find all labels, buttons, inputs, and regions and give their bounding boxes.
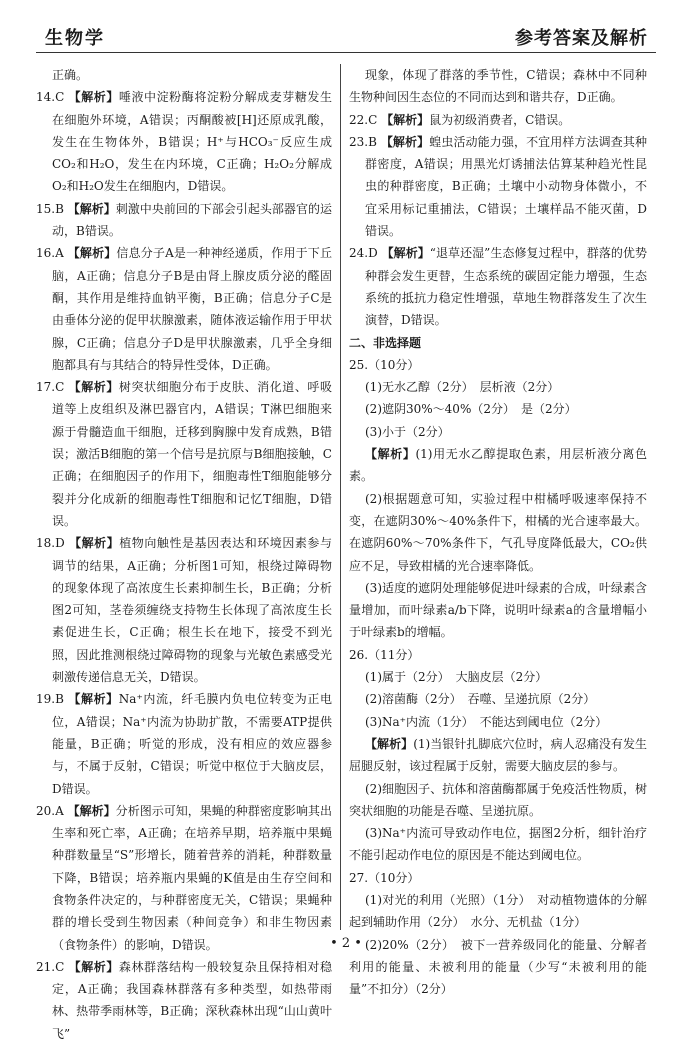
paragraph-text: (1)无水乙醇（2分） 层析液（2分） — [365, 380, 560, 395]
paragraph-text: (3)Na⁺内流（1分） 不能达到阈电位（2分） — [365, 714, 608, 729]
paragraph-text: (1)属于（2分） 大脑皮层（2分） — [365, 670, 548, 685]
left-paragraph — [36, 242, 332, 376]
left-paragraph — [36, 198, 332, 243]
section-title: 参考答案及解析 — [515, 28, 648, 49]
question-number: 23.B — [349, 134, 377, 149]
left-paragraph — [36, 800, 332, 956]
left-paragraph — [36, 956, 332, 1045]
paragraph-text: 刺激中央前回的下部会引起头部器官的运动，B错误。 — [52, 201, 332, 239]
right-column — [349, 64, 647, 1000]
right-paragraph — [349, 577, 647, 644]
question-number: 16.A — [36, 246, 64, 261]
left-paragraph — [36, 532, 332, 688]
left-paragraph — [36, 688, 332, 799]
paragraph-text: 鼠为初级消费者，C错误。 — [429, 112, 571, 127]
right-paragraph — [349, 822, 647, 867]
left-paragraph — [36, 64, 332, 86]
analysis-tag: 【解析】 — [67, 246, 117, 261]
right-paragraph — [349, 376, 647, 398]
analysis-tag: 【解析】 — [68, 692, 119, 707]
paragraph-text: 蝗虫活动能力强，不宜用样方法调查其种群密度，A错误；用黑光灯诱捕法估算某种趋光性昆虫的种群密度，B正确；土壤中小动物身体微小，不宜采用标记重捕法，C错误；土壤样品不能灭菌，D错误。 — [365, 134, 647, 239]
right-paragraph — [349, 131, 647, 242]
left-column — [36, 64, 332, 1045]
subject-title: 生物学 — [45, 28, 105, 49]
analysis-tag: 【解析】 — [69, 536, 120, 551]
right-paragraph — [349, 332, 647, 354]
right-paragraph — [349, 733, 647, 778]
question-number: 17.C — [36, 380, 65, 395]
analysis-tag: 【解析】 — [68, 90, 119, 105]
analysis-tag: 【解析】 — [67, 201, 116, 216]
question-number: 14.C — [36, 90, 65, 105]
page-header — [0, 0, 692, 56]
question-number: 15.B — [36, 201, 64, 216]
analysis-tag: 【解析】 — [381, 246, 430, 261]
analysis-tag: 【解析】 — [68, 380, 119, 395]
right-paragraph — [349, 778, 647, 823]
paragraph-text: 森林群落结构一般较复杂且保持相对稳定，A正确；我国森林群落有多种类型，如热带雨林、热带季雨林等，B正确；深秋森林出现“山山黄叶飞” — [52, 959, 332, 1041]
paragraph-text: 植物向触性是基因表达和环境因素参与调节的结果，A正确；分析图1可知，根绕过障碍物的现象体现了高浓度生长素抑制生长，B正确；分析图2可知，茎卷须缠绕支持物生长体现了高浓度生长素促进生长，C正确；根生长在地下，接受不到光照，因此推测根绕过障碍物的现象与光敏色素感受光刺激传递信息无关，D错误。 — [52, 536, 332, 685]
question-number: 22.C — [349, 112, 378, 127]
paragraph-text: “退草还湿”生态修复过程中，群落的优势种群会发生更替，生态系统的碳固定能力增强，生态系统的抵抗力稳定性增强，草地生物群落发生了次生演替，D错误。 — [365, 246, 647, 328]
paragraph-text: (2)溶菌酶（2分） 吞噬、呈递抗原（2分） — [365, 692, 596, 707]
question-number: 20.A — [36, 803, 64, 818]
right-paragraph — [349, 711, 647, 733]
paragraph-text: 信息分子A是一种神经递质，作用于下丘脑，A正确；信息分子B是由肾上腺皮质分泌的醛固酮，其作用是维持血钠平衡，B正确；信息分子C是由垂体分泌的促甲状腺激素，随体液运输作用于甲状腺，C正确；信息分子D是甲状腺激素，几乎全身细胞都具有与其结合的特异性受体，D正确。 — [52, 246, 332, 372]
paragraph-text: (1)对光的利用（光照）（1分） 对动植物遗体的分解起到辅助作用（2分） 水分、无机盐（1分） — [349, 892, 647, 930]
paragraph-text: 25.（10分） — [349, 357, 420, 372]
paragraph-text: (2)根据题意可知，实验过程中柑橘呼吸速率保持不变，在遮阴30%～40%条件下，柑橘的光合速率最大。在遮阴60%～70%条件下，气孔导度降低最大，CO₂供应不足，导致柑橘的光合速率降低。 — [349, 491, 647, 573]
paragraph-text: 26.（11分） — [349, 647, 420, 662]
paragraph-text: (2)细胞因子、抗体和溶菌酶都属于免疫活性物质，树突状细胞的功能是吞噬、呈递抗原。 — [349, 781, 647, 818]
paragraph-text: (3)适度的遮阴处理能够促进叶绿素的合成，叶绿素含量增加，而叶绿素a/b下降，说明叶绿素a的含量增幅小于叶绿素b的增幅。 — [349, 580, 647, 640]
paragraph-text: (3)小于（2分） — [365, 424, 450, 439]
paragraph-text: (2)遮阴30%～40%（2分） 是（2分） — [365, 402, 577, 417]
paragraph-text: 正确。 — [52, 68, 89, 82]
paragraph-text: 树突状细胞分布于皮肤、消化道、呼吸道等上皮组织及淋巴器官内，A错误；T淋巴细胞来源于骨髓造血干细胞，迁移到胸腺中发育成熟，B错误；激活B细胞的第一个信号是抗原与B细胞接触，C正确；在细胞因子的作用下，细胞毒性T细胞能够分裂并分化成新的细胞毒性T细胞和记忆T细胞，D错误。 — [52, 380, 332, 528]
left-paragraph — [36, 376, 332, 532]
analysis-tag: 【解析】 — [365, 736, 414, 751]
right-paragraph — [349, 398, 647, 420]
page-number: • 2 • — [330, 936, 362, 951]
left-paragraph — [36, 86, 332, 197]
right-paragraph — [349, 242, 647, 331]
column-divider — [340, 64, 341, 930]
paragraph-text: 27.（10分） — [349, 870, 420, 885]
right-paragraph — [349, 109, 647, 131]
paragraph-text: (1)当银针扎脚底穴位时，病人忍痛没有发生屈腿反射，该过程属于反射，需要大脑皮层的参与。 — [349, 736, 647, 774]
header-rule — [36, 52, 656, 53]
right-paragraph — [349, 488, 647, 577]
right-paragraph — [349, 644, 647, 666]
right-paragraph — [349, 421, 647, 443]
paragraph-text: Na⁺内流，纤毛膜内负电位转变为正电位，A错误；Na⁺内流为协助扩散，不需要ATP提供能量，B正确；听觉的形成，没有相应的效应器参与，不属于反射，C错误；听觉中枢位于大脑皮层，D错误。 — [52, 692, 332, 796]
question-number: 24.D — [349, 246, 378, 261]
right-paragraph — [349, 666, 647, 688]
paragraph-text: 唾液中淀粉酶将淀粉分解成麦芽糖发生在细胞外环境，A错误；丙酮酸被[H]还原成乳酸，发生在生物体外，B错误；H⁺与HCO₃⁻反应生成CO₂和H₂O，发生在内环境，C正确；H₂O₂分解成O₂和H₂O发生在细胞内，D错误。 — [52, 90, 332, 194]
paragraph-text: (2)20%（2分） 被下一营养级同化的能量、分解者利用的能量、未被利用的能量（少写“未被利用的能量”不扣分）（2分） — [349, 937, 647, 997]
paragraph-text: (1)用无水乙醇提取色素，用层析液分离色素。 — [349, 447, 647, 484]
right-paragraph — [349, 889, 647, 934]
question-number: 21.C — [36, 959, 65, 974]
right-paragraph — [349, 443, 647, 488]
right-paragraph — [349, 867, 647, 889]
paragraph-text: 分析图示可知，果蝇的种群密度影响其出生率和死亡率，A正确；在培养早期，培养瓶中果蝇种群数量呈“S”形增长，随着营养的消耗，种群数量下降，B错误；培养瓶内果蝇的K值是由生存空间和食物条件决定的，与种群密度无关，C错误；果蝇种群的增长受到生物因素（种间竞争）和非生物因素（食物条件）的影响，D错误。 — [52, 803, 332, 952]
question-number: 18.D — [36, 536, 65, 551]
section-heading: 二、非选择题 — [349, 335, 422, 350]
paragraph-text: 现象，体现了群落的季节性，C错误；森林中不同种生物种间因生态位的不同而达到和谐共存，D正确。 — [349, 68, 647, 105]
right-paragraph — [349, 688, 647, 710]
analysis-tag: 【解析】 — [365, 447, 416, 462]
analysis-tag: 【解析】 — [68, 959, 119, 974]
paragraph-text: (3)Na⁺内流可导致动作电位，据图2分析，细针治疗不能引起动作电位的原因是不能达到阈电位。 — [349, 826, 647, 863]
right-paragraph — [349, 354, 647, 376]
analysis-tag: 【解析】 — [380, 134, 430, 149]
right-paragraph — [349, 64, 647, 109]
question-number: 19.B — [36, 692, 64, 707]
analysis-tag: 【解析】 — [67, 803, 116, 818]
analysis-tag: 【解析】 — [381, 112, 430, 127]
